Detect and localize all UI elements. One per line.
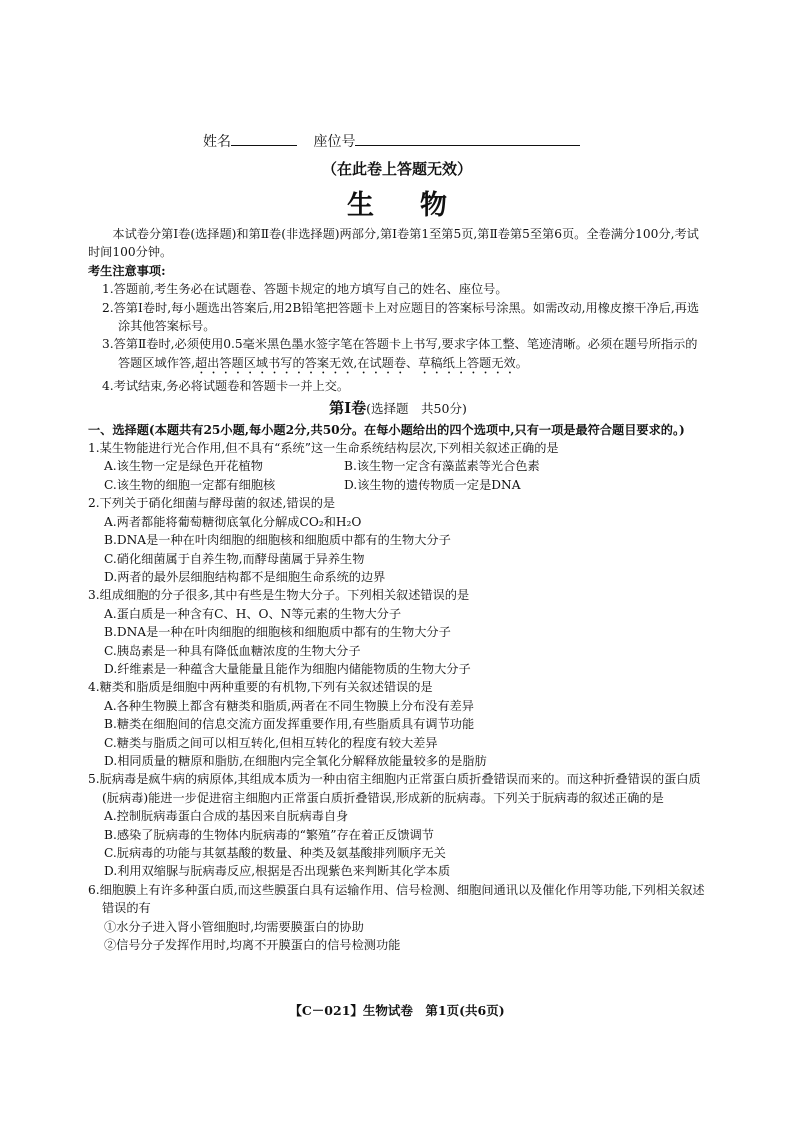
question-4-option-c: C.糖类与脂质之间可以相互转化,但相互转化的程度有较大差异 <box>104 735 438 750</box>
seat-blank <box>355 131 580 146</box>
question-3-option-b: B.DNA是一种在叶肉细胞的细胞核和细胞质中都有的生物大分子 <box>104 625 451 640</box>
name-seat-line <box>203 131 580 151</box>
intro-paragraph: 本试卷分第Ⅰ卷(选择题)和第Ⅱ卷(非选择题)两部分,第Ⅰ卷第1至第5页,第Ⅱ卷第5至第6页。全卷满分100分,考试时间100分钟。 <box>88 227 699 260</box>
question-2-stem: 2.下列关于硝化细菌与酵母菌的叙述,错误的是 <box>88 496 336 511</box>
section-title <box>88 399 708 418</box>
page-footer: 【C－021】生物试卷 第1页(共6页) <box>289 1003 505 1018</box>
question-4-option-b: B.糖类在细胞间的信息交流方面发挥重要作用,有些脂质具有调节功能 <box>104 717 475 732</box>
notes-item-3-emphasis: 超出答题区域书写的答案无效,在试题卷、草稿纸上答题无效。 <box>195 355 528 370</box>
question-1-options-row-1 <box>88 457 708 475</box>
question-3-option-d: D.纤维素是一种蕴含大量能量且能作为细胞内储能物质的生物大分子 <box>104 661 471 676</box>
question-2-option-a: A.两者都能将葡萄糖彻底氧化分解成CO₂和H₂O <box>104 514 362 529</box>
question-3-option-c: C.胰岛素是一种具有降低血糖浓度的生物大分子 <box>104 643 361 658</box>
question-5-option-b: B.感染了朊病毒的生物体内朊病毒的“繁殖”存在着正反馈调节 <box>104 827 434 842</box>
notes-item-3-text: 3.答第Ⅱ卷时,必须使用0.5毫米黑色墨水签字笔在答题卡上书写,要求字体工整、笔迹清晰。必须在题号所指示的答题区域作答, <box>102 337 698 370</box>
notes-item-2: 2.答第Ⅰ卷时,每小题选出答案后,用2B铅笔把答题卡上对应题目的答案标号涂黑。如需改动,用橡皮擦干净后,再选涂其他答案标号。 <box>102 300 700 334</box>
question-5-option-d: D.利用双缩脲与朊病毒反应,根据是否出现紫色来判断其化学本质 <box>104 864 451 879</box>
section-subtitle: (选择题 共50分) <box>366 401 467 417</box>
exam-body <box>88 225 708 954</box>
question-2-option-d: D.两者的最外层细胞结构都不是细胞生命系统的边界 <box>104 569 386 584</box>
section-title-main: 第Ⅰ卷 <box>329 399 367 418</box>
question-1-option-d: D.该生物的遗传物质一定是DNA <box>344 477 521 492</box>
question-5-stem: 5.朊病毒是疯牛病的病原体,其组成本质为一种由宿主细胞内正常蛋白质折叠错误而来的。而这种折叠错误的蛋白质(朊病毒)能进一步促进宿主细胞内正常蛋白质折叠错误,形成新的朊病毒。下列关于朊病毒的叙述正确的是 <box>88 772 701 805</box>
question-5-option-c: C.朊病毒的功能与其氨基酸的数量、种类及氨基酸排列顺序无关 <box>104 846 446 860</box>
section-heading: 一、选择题(本题共有25小题,每小题2分,共50分。在每小题给出的四个选项中,只有一项是最符合题目要求的。) <box>88 422 685 437</box>
question-4-stem: 4.糖类和脂质是细胞中两种重要的有机物,下列有关叙述错误的是 <box>88 680 433 695</box>
notes-item-3 <box>88 335 708 376</box>
notes-item-4: 4.考试结束,务必将试题卷和答题卡一并上交。 <box>102 378 350 393</box>
question-3-stem: 3.组成细胞的分子很多,其中有些是生物大分子。下列相关叙述错误的是 <box>88 588 470 603</box>
notes-item-1: 1.答题前,考生务必在试题卷、答题卡规定的地方填写自己的姓名、座位号。 <box>102 282 508 297</box>
seat-label: 座位号 <box>313 134 356 150</box>
question-1-option-a: A.该生物一定是绿色开花植物 <box>104 459 263 474</box>
question-2-option-c: C.硝化细菌属于自养生物,而酵母菌属于异养生物 <box>104 551 365 566</box>
question-1-options-row-2 <box>88 476 708 494</box>
question-1-option-b: B.该生物一定含有藻蓝素等光合色素 <box>344 459 540 474</box>
name-label: 姓名 <box>203 134 231 150</box>
question-6-statement-1: ①水分子进入肾小管细胞时,均需要膜蛋白的协助 <box>104 919 364 934</box>
page-title: 生物 <box>347 190 493 221</box>
question-1-option-c: C.该生物的细胞一定都有细胞核 <box>104 477 276 492</box>
question-6-stem: 6.细胞膜上有许多种蛋白质,而这些膜蛋白具有运输作用、信号检测、细胞间通讯以及催化作用等功能,下列相关叙述错误的有 <box>88 882 705 916</box>
name-blank <box>231 131 297 146</box>
answer-invalid-notice: （在此卷上答题无效） <box>321 160 472 178</box>
question-5-option-a: A.控制朊病毒蛋白合成的基因来自朊病毒自身 <box>104 809 349 824</box>
question-4-option-a: A.各种生物膜上都含有糖类和脂质,两者在不同生物膜上分布没有差异 <box>104 698 474 713</box>
question-2-option-b: B.DNA是一种在叶肉细胞的细胞核和细胞质中都有的生物大分子 <box>104 533 451 548</box>
question-6-statement-2: ②信号分子发挥作用时,均离不开膜蛋白的信号检测功能 <box>104 938 401 953</box>
question-3-option-a: A.蛋白质是一种含有C、H、O、N等元素的生物大分子 <box>104 606 402 621</box>
notes-heading: 考生注意事项: <box>88 263 166 278</box>
question-1-stem: 1.某生物能进行光合作用,但不具有“系统”这一生命系统结构层次,下列相关叙述正确的是 <box>88 441 559 456</box>
question-4-option-d: D.相同质量的糖原和脂肪,在细胞内完全氧化分解释放能量较多的是脂肪 <box>104 753 487 768</box>
